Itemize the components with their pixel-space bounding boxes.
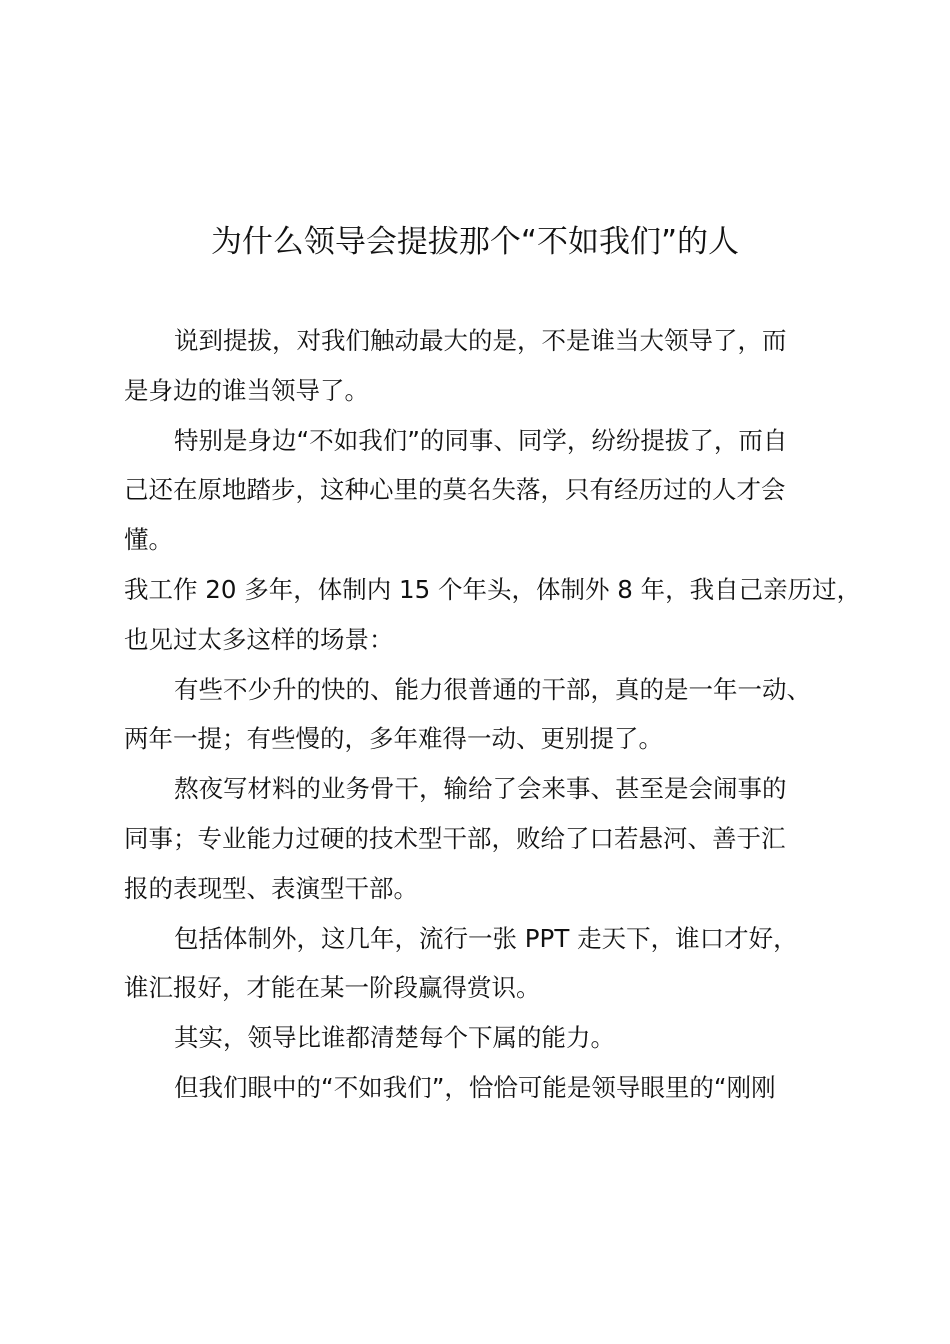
paragraph-8-line-1: 但我们眼中的“不如我们”，恰恰可能是领导眼里的“刚刚	[174, 1073, 776, 1102]
paragraph-6-line-2: 谁汇报好，才能在某一阶段赢得赏识。	[124, 973, 541, 1003]
paragraph-3-line-1: 我工作 20 多年，体制内 15 个年头，体制外 8 年，我自己亲历过，	[124, 575, 862, 604]
paragraph-5-line-3: 报的表现型、表演型干部。	[124, 873, 418, 903]
paragraph-6-line-1: 包括体制外，这几年，流行一张 PPT 走天下，谁口才好，	[174, 923, 798, 953]
paragraph-2-line-1: 特别是身边“不如我们”的同事、同学，纷纷提拔了，而自	[174, 425, 788, 455]
paragraph-7-line-1: 其实，领导比谁都清楚每个下属的能力。	[174, 1023, 615, 1053]
paragraph-2-line-2: 己还在原地踏步，这种心里的莫名失落，只有经历过的人才会	[124, 475, 786, 505]
paragraph-4-line-2: 两年一提；有些慢的，多年难得一动、更别提了。	[124, 724, 663, 754]
paragraph-4-line-1: 有些不少升的快的、能力很普通的干部，真的是一年一动、	[174, 674, 811, 704]
paragraph-1-line-2: 是身边的谁当领导了。	[124, 375, 369, 405]
paragraph-3-line-2: 也见过太多这样的场景：	[124, 624, 394, 654]
paragraph-2-line-3: 懂。	[124, 525, 173, 555]
document-title: 为什么领导会提拔那个“不如我们”的人	[210, 224, 740, 260]
paragraph-1-line-1: 说到提拔，对我们触动最大的是，不是谁当大领导了，而	[174, 326, 787, 355]
paragraph-5-line-2: 同事；专业能力过硬的技术型干部，败给了口若悬河、善于汇	[124, 824, 786, 853]
paragraph-5-line-1: 熬夜写材料的业务骨干，输给了会来事、甚至是会闹事的	[174, 774, 787, 804]
